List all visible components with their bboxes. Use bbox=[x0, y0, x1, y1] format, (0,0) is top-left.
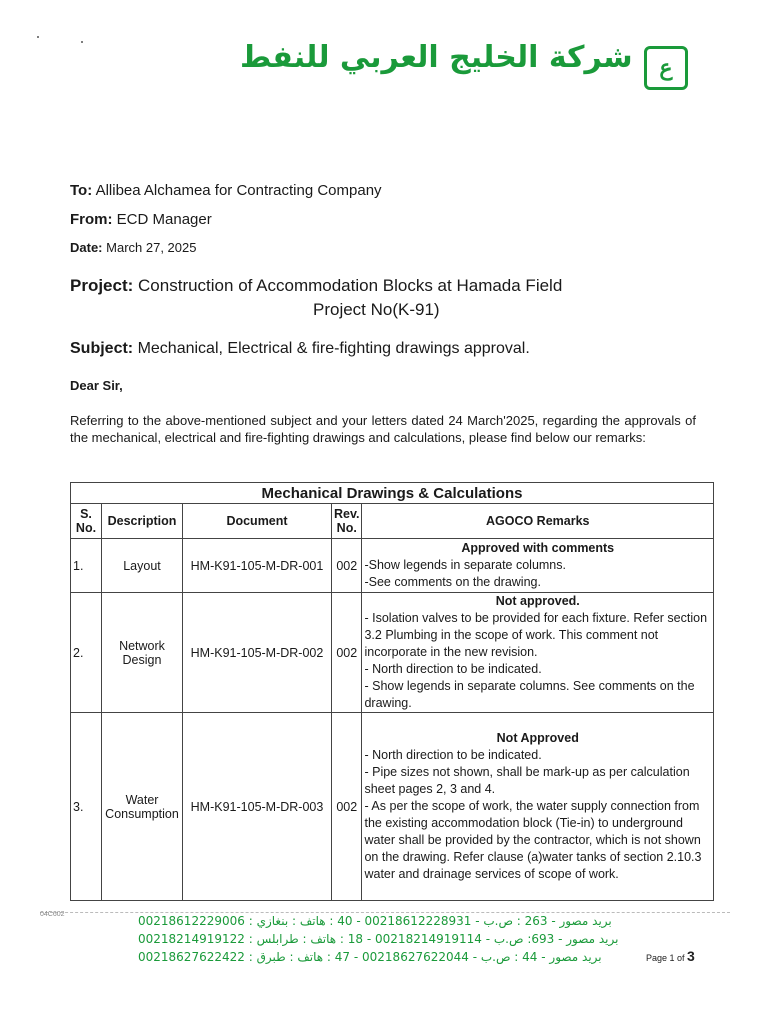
remark-line: - Show legends in separate columns. See comments on the drawing. bbox=[364, 679, 695, 710]
table-row bbox=[71, 593, 714, 713]
row-no: 1. bbox=[71, 539, 102, 593]
page-number bbox=[646, 948, 695, 964]
remark-line: - Pipe sizes not shown, shall be mark-up as per calculation sheet pages 2, 3 and 4. bbox=[364, 765, 690, 796]
remark-status: Not Approved bbox=[496, 731, 579, 745]
remark-line: - As per the scope of work, the water supply connection from the existing accommodation block (Tie-in) to underground water shall be provided by the contractor, which is not shown on the drawing. Refer clause (a)water tanks of section 2.10.3 water and drainage services of scope of work. bbox=[364, 799, 702, 881]
row-rev: 002 bbox=[332, 539, 362, 593]
subject-value: Mechanical, Electrical & fire-fighting drawings approval. bbox=[137, 340, 530, 357]
subject-line bbox=[70, 340, 530, 358]
header-document: Document bbox=[183, 504, 332, 539]
to-line bbox=[70, 182, 382, 199]
date-label: Date: bbox=[70, 240, 103, 255]
to-label: To: bbox=[70, 182, 93, 199]
header-no: S. No. bbox=[71, 504, 102, 539]
row-remarks bbox=[362, 713, 714, 901]
row-document: HM-K91-105-M-DR-002 bbox=[183, 593, 332, 713]
project-value: Construction of Accommodation Blocks at Hamada Field bbox=[138, 276, 563, 295]
header-remarks: AGOCO Remarks bbox=[362, 504, 714, 539]
row-document: HM-K91-105-M-DR-001 bbox=[183, 539, 332, 593]
scan-speck bbox=[37, 36, 39, 38]
row-remarks bbox=[362, 593, 714, 713]
project-line bbox=[70, 276, 562, 296]
remark-line: -See comments on the drawing. bbox=[364, 575, 541, 589]
header-description: Description bbox=[102, 504, 183, 539]
company-logo-arabic: شركة الخليج العربي للنفط bbox=[240, 40, 633, 75]
header-rev: Rev. No. bbox=[332, 504, 362, 539]
row-description: Layout bbox=[102, 539, 183, 593]
from-label: From: bbox=[70, 211, 113, 228]
remark-status: Not approved. bbox=[495, 594, 580, 608]
scan-speck bbox=[81, 41, 83, 43]
table-row bbox=[71, 713, 714, 901]
mechanical-drawings-table bbox=[70, 482, 714, 901]
row-description: Network Design bbox=[102, 593, 183, 713]
to-value: Allibea Alchamea for Contracting Company bbox=[95, 182, 382, 199]
from-line bbox=[70, 211, 212, 228]
date-value: March 27, 2025 bbox=[106, 240, 197, 255]
row-no: 2. bbox=[71, 593, 102, 713]
date-line bbox=[70, 240, 196, 255]
project-number: Project No(K-91) bbox=[313, 300, 440, 319]
remark-line: -Show legends in separate columns. bbox=[364, 558, 566, 572]
table-caption: Mechanical Drawings & Calculations bbox=[71, 483, 714, 504]
page-total: 3 bbox=[687, 948, 695, 964]
footer-contact-benghazi: 00218612229006 : بريد مصور - 263 : ص.ب - 00218612228931 - 40 : هاتف : بنغازي bbox=[138, 914, 612, 928]
from-value: ECD Manager bbox=[116, 211, 212, 228]
footer-contact-tripoli: 00218214919122 : بريد مصور - 693: ص.ب - 00218214919114 - 18 : هاتف : طرابلس bbox=[138, 932, 619, 946]
row-no: 3. bbox=[71, 713, 102, 901]
remark-status: Approved with comments bbox=[461, 541, 615, 555]
company-emblem-icon: ع bbox=[644, 46, 688, 90]
remark-line: - North direction to be indicated. bbox=[364, 662, 542, 676]
remark-line: - Isolation valves to be provided for each fixture. Refer section 3.2 Plumbing in the scope of work. This comment not incorporate in the new revision. bbox=[364, 611, 708, 659]
table-caption-row bbox=[71, 483, 714, 504]
footer-divider bbox=[40, 912, 730, 913]
row-remarks bbox=[362, 539, 714, 593]
footer-contact-tobruk: 00218627622422 : بريد مصور - 44 : ص.ب - 00218627622044 - 47 : هاتف : طبرق bbox=[138, 950, 602, 964]
salutation: Dear Sir, bbox=[70, 378, 123, 393]
page-label: Page 1 of bbox=[646, 953, 685, 963]
project-label: Project: bbox=[70, 276, 134, 295]
intro-paragraph: Referring to the above-mentioned subject and your letters dated 24 March'2025, regarding the approvals of the mechanical, electrical and fire-fighting drawings and calculations, please find below our remarks: bbox=[70, 413, 696, 445]
footer-form-code: 04C602 bbox=[40, 911, 65, 918]
row-description: Water Consumption bbox=[102, 713, 183, 901]
row-rev: 002 bbox=[332, 713, 362, 901]
row-document: HM-K91-105-M-DR-003 bbox=[183, 713, 332, 901]
table-header-row bbox=[71, 504, 714, 539]
subject-label: Subject: bbox=[70, 340, 134, 357]
row-rev: 002 bbox=[332, 593, 362, 713]
remark-line: - North direction to be indicated. bbox=[364, 748, 542, 762]
table-row bbox=[71, 539, 714, 593]
